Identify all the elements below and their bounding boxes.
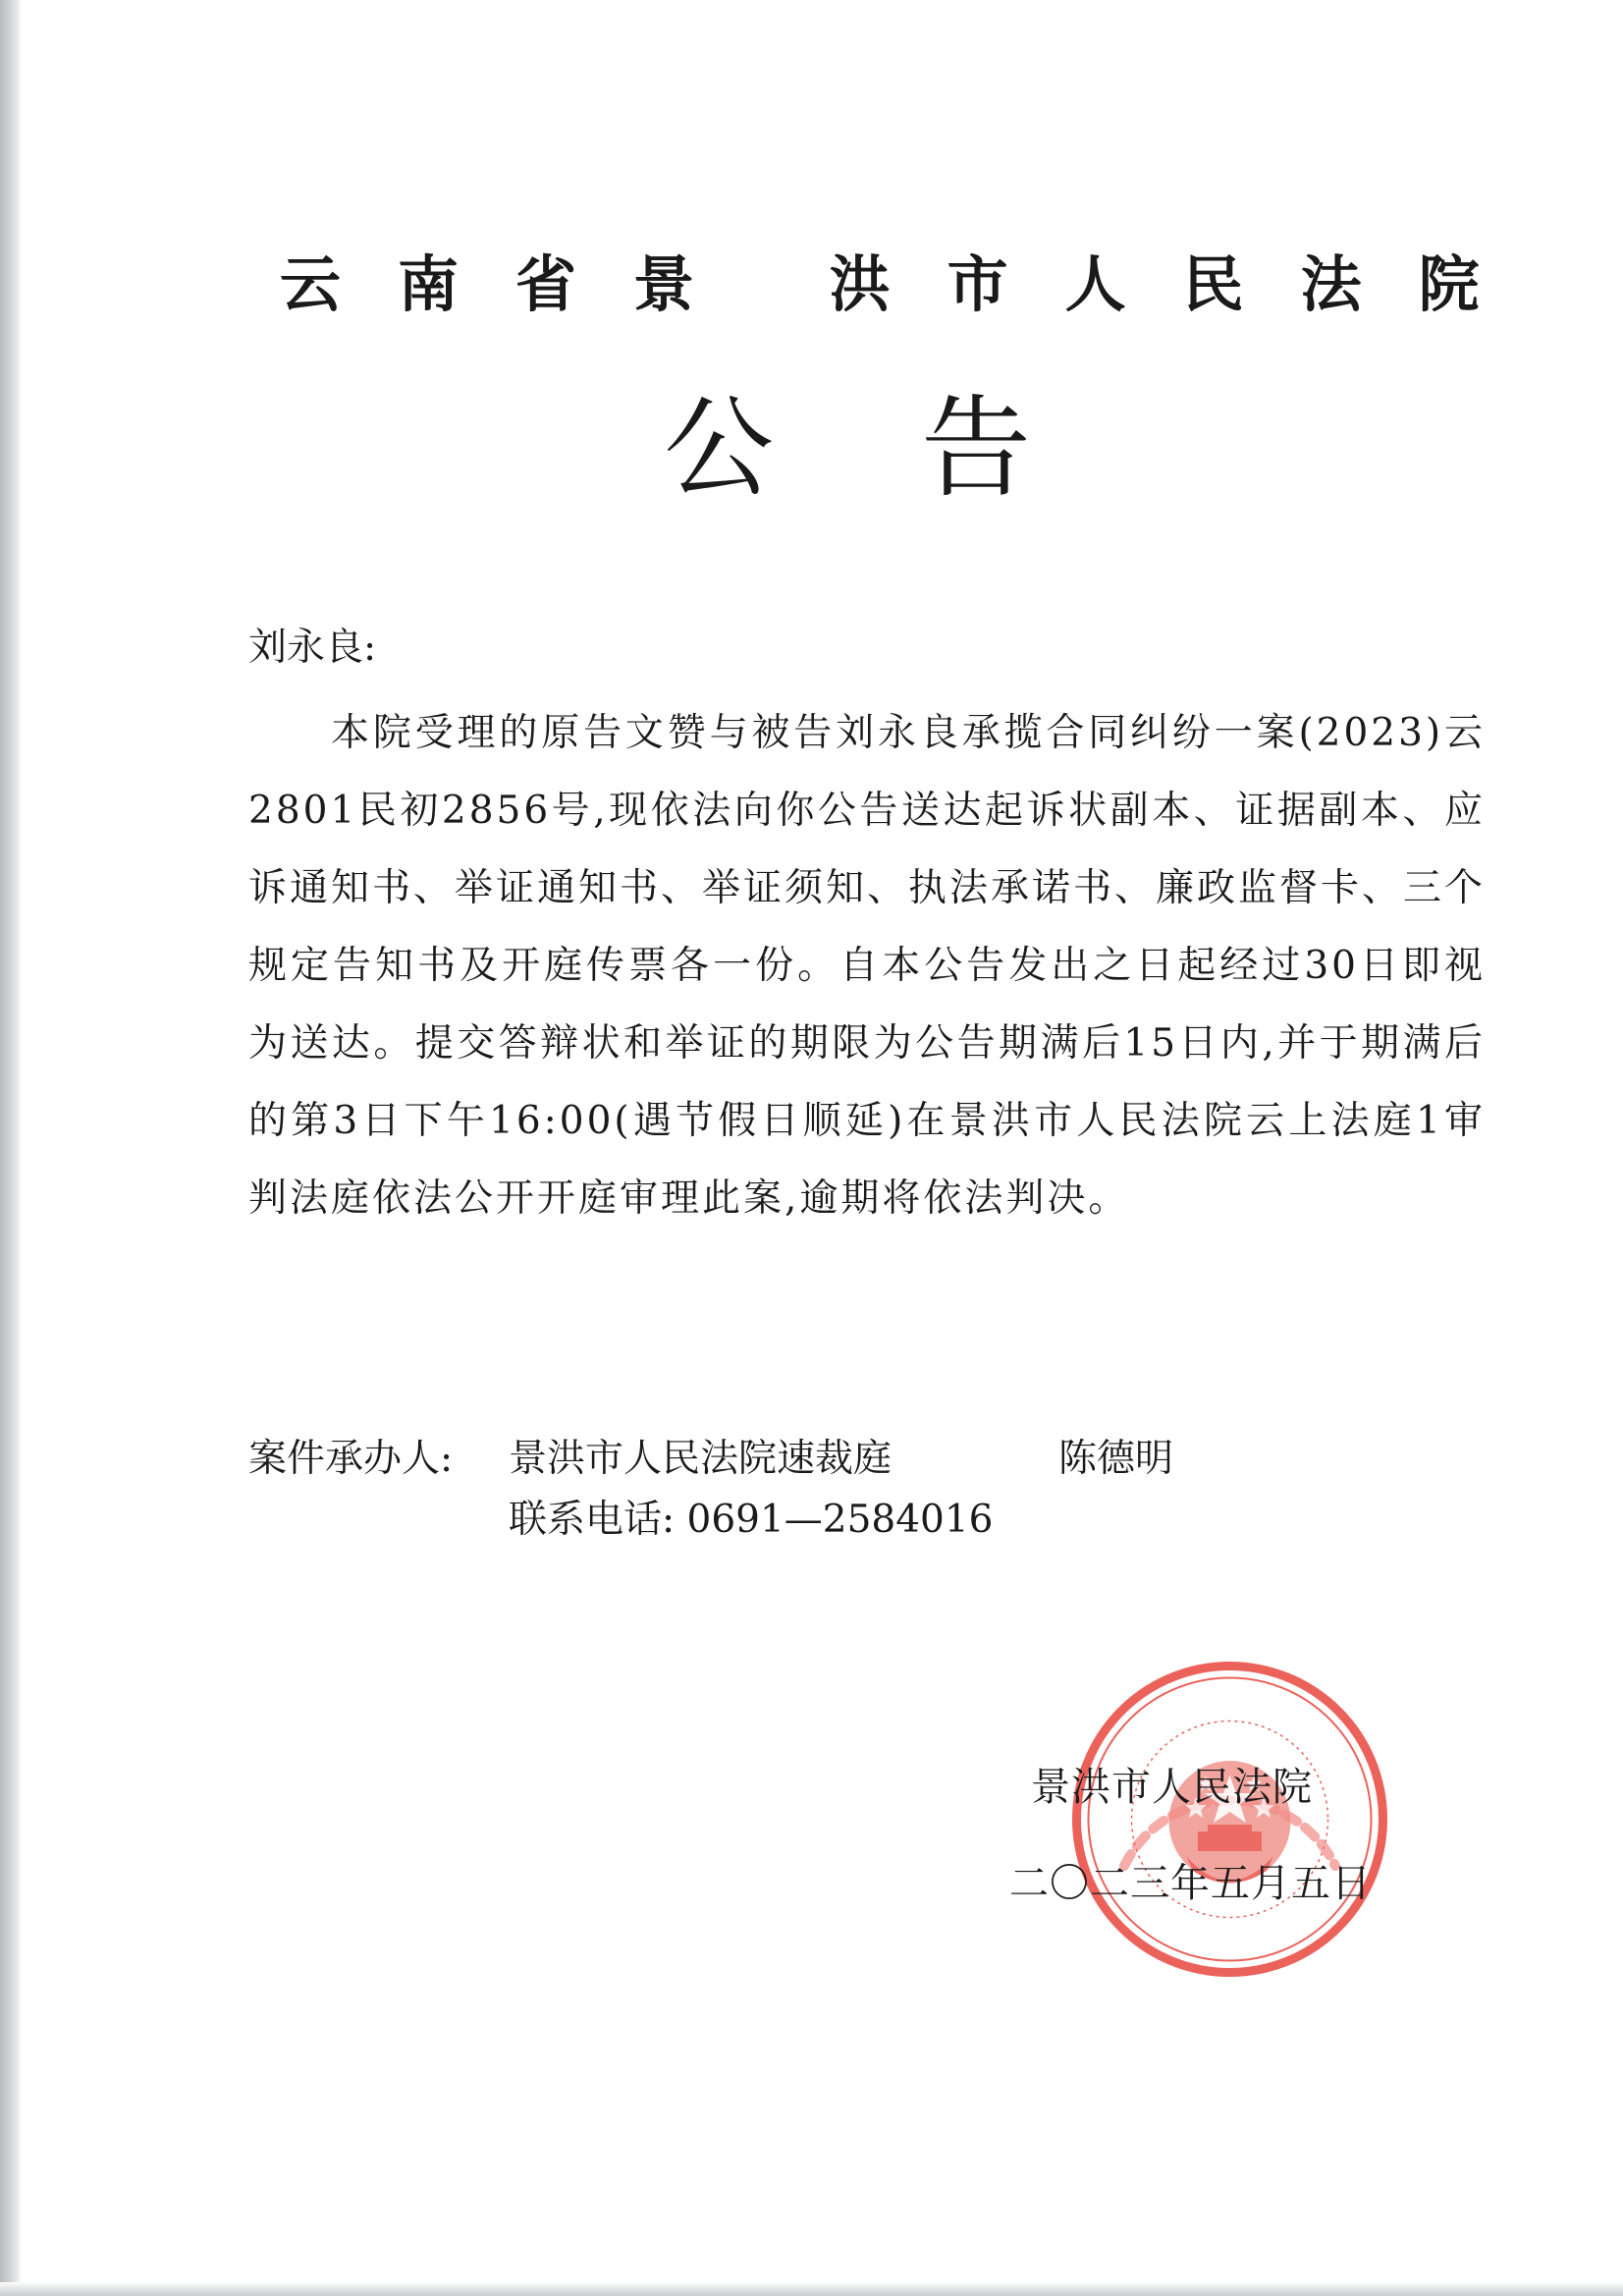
notice-title: 公告 bbox=[664, 385, 1178, 513]
addressee: 刘永良: bbox=[248, 626, 377, 670]
handler-label: 案件承办人: bbox=[248, 1437, 454, 1481]
issuing-court: 景洪市人民法院 bbox=[1031, 1765, 1313, 1810]
scan-bottom-edge bbox=[0, 2282, 1623, 2296]
contact-block bbox=[248, 1429, 1173, 1551]
issue-date: 二〇二三年五月五日 bbox=[1009, 1861, 1372, 1906]
court-seal-stamp bbox=[1070, 1660, 1389, 1979]
handler-name: 陈德明 bbox=[1058, 1437, 1174, 1481]
phone-row bbox=[248, 1490, 1173, 1551]
handler-department: 景洪市人民法院速裁庭 bbox=[509, 1437, 893, 1481]
handler-row bbox=[248, 1429, 1173, 1490]
phone-label: 联系电话: bbox=[509, 1498, 676, 1542]
court-name-heading: 云南省景 洪市人民法院 bbox=[280, 248, 1537, 320]
notice-body: 本院受理的原告文赞与被告刘永良承揽合同纠纷一案(2023)云2801民初2856号,现依法向你公告送达起诉状副本、证据副本、应诉通知书、举证通知书、举证须知、执法承诺书、廉政监督卡、三个规定告知书及开庭传票各一份。自本公告发出之日起经过30日即视为送达。提交答辩状和举证的期限为公告期满后15日内,并于期满后的第3日下午16:00(遇节假日顺延)在景洪市人民法院云上法庭1审判法庭依法公开开庭审理此案,逾期将依法判决。 bbox=[248, 711, 1487, 1221]
phone-number: 0691—2584016 bbox=[686, 1498, 994, 1542]
scan-edge bbox=[0, 0, 22, 2296]
